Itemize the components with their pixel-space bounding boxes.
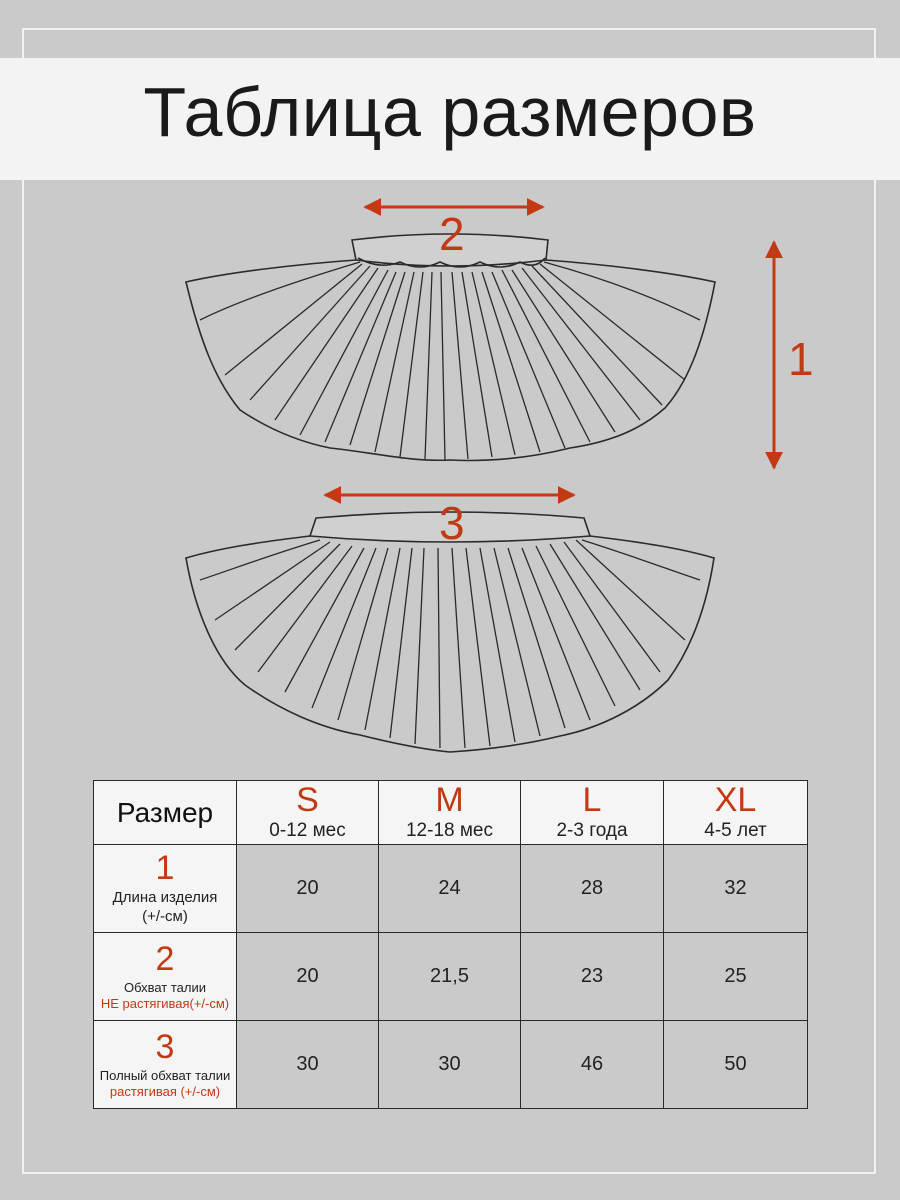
cell-value: 20: [296, 877, 319, 899]
table-row: [94, 933, 808, 1021]
size-age: 4-5 лет: [704, 820, 767, 841]
table-cell: [664, 845, 808, 933]
row-name: Обхват талии: [123, 979, 207, 995]
size-age: 12-18 мес: [405, 820, 493, 841]
size-age: 2-3 года: [556, 820, 628, 841]
row-name: Длина изделия: [112, 888, 218, 906]
table-cell: [521, 1021, 664, 1109]
table-cell: [521, 845, 664, 933]
row-header-waist: [94, 933, 237, 1021]
row-note: растягивая (+/-см): [109, 1083, 221, 1099]
cell-value: 21,5: [430, 965, 469, 987]
cell-value: 28: [580, 877, 604, 899]
row-note: НЕ растягивая(+/-см): [100, 995, 230, 1011]
table-cell: [664, 933, 808, 1021]
row-number: 3: [155, 1027, 175, 1066]
corner-cell: [94, 781, 237, 845]
cell-value: 30: [296, 1053, 319, 1075]
size-header-m: [379, 781, 521, 845]
size-header-xl: [664, 781, 808, 845]
skirt-diagram: [0, 180, 900, 780]
row-name: Полный обхват талии: [99, 1067, 231, 1083]
label-waist: 2: [439, 208, 465, 260]
size-header-l: [521, 781, 664, 845]
cell-value: 30: [438, 1053, 461, 1075]
table-cell: [237, 933, 379, 1021]
label-length: 1: [788, 333, 814, 385]
page-title: Таблица размеров: [143, 73, 757, 151]
size-header-s: [237, 781, 379, 845]
cell-value: 20: [296, 965, 319, 987]
table-cell: [521, 933, 664, 1021]
table-header-row: [94, 781, 808, 845]
row-number: 2: [155, 939, 175, 978]
cell-value: 50: [724, 1053, 747, 1075]
row-note: (+/-см): [142, 907, 188, 925]
cell-value: 46: [580, 1053, 604, 1075]
table-row: [94, 1021, 808, 1109]
table-cell: [237, 1021, 379, 1109]
row-number: 1: [155, 848, 175, 887]
table-cell: [379, 933, 521, 1021]
cell-value: 25: [724, 965, 747, 987]
cell-value: 24: [438, 877, 461, 899]
row-header-length: [94, 845, 237, 933]
row-header-stretch-waist: [94, 1021, 237, 1109]
label-stretch-waist: 3: [439, 497, 465, 549]
table-cell: [664, 1021, 808, 1109]
size-column-label: Размер: [116, 796, 214, 828]
cell-value: 23: [580, 965, 604, 987]
table-cell: [379, 1021, 521, 1109]
table-cell: [237, 845, 379, 933]
size-age: 0-12 мес: [269, 820, 346, 841]
table-row: [94, 845, 808, 933]
size-letter: S: [296, 781, 319, 819]
size-letter: M: [435, 781, 464, 819]
size-table: [93, 780, 808, 1109]
table-cell: [379, 845, 521, 933]
skirt-relaxed: [186, 234, 715, 461]
cell-value: 32: [724, 877, 747, 899]
size-letter: XL: [714, 781, 757, 819]
size-letter: L: [582, 781, 602, 819]
